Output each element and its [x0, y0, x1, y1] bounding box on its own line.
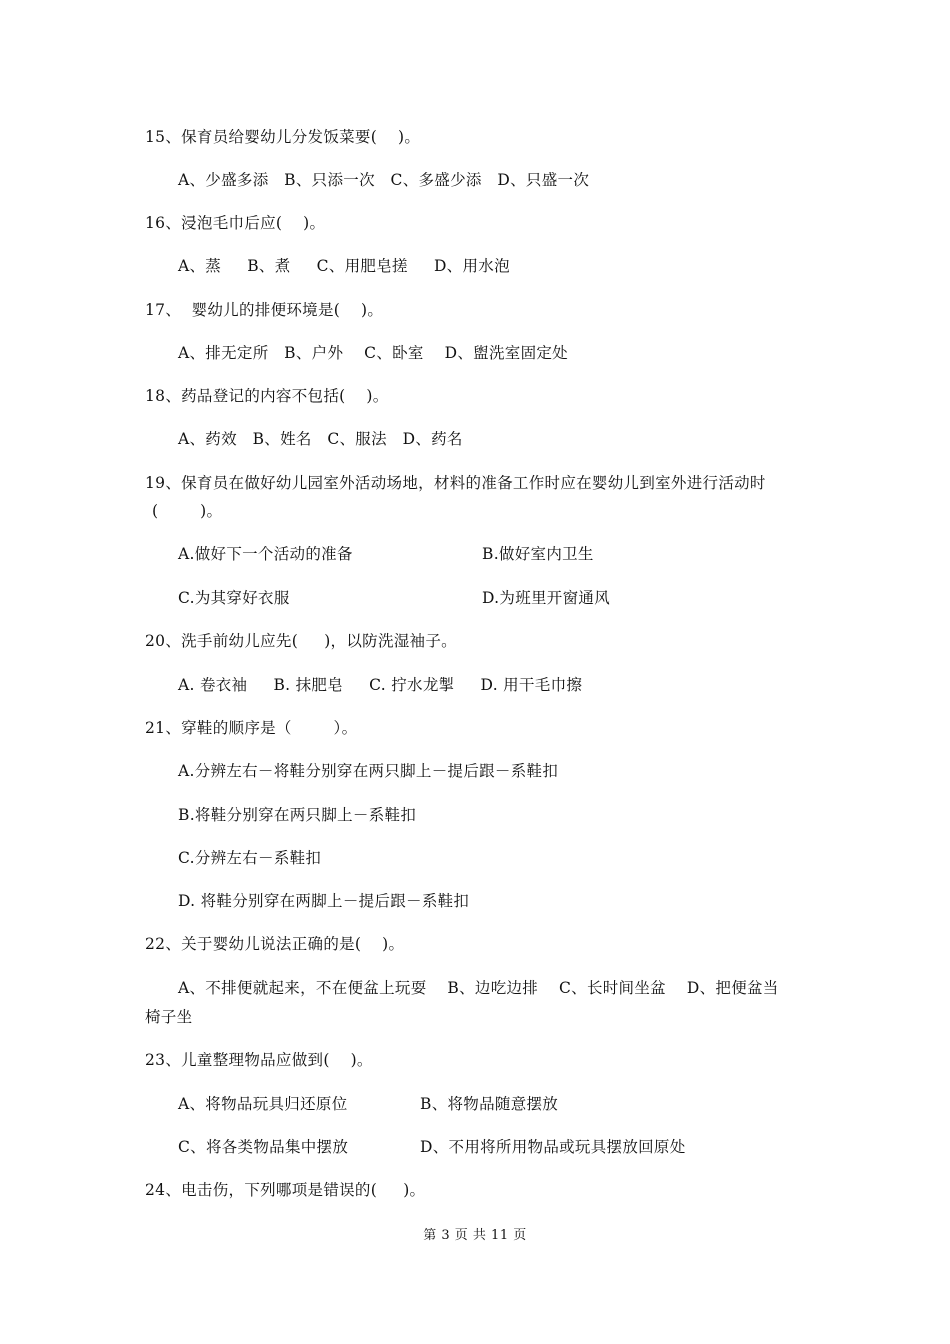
question-15-stem: 15、保育员给婴幼儿分发饭菜要( )。: [145, 128, 421, 146]
question-23-option-b: B、将物品随意摆放: [420, 1095, 559, 1113]
question-19-option-a: A.做好下一个活动的准备: [178, 545, 353, 563]
question-23-option-d: D、不用将所用物品或玩具摆放回原处: [420, 1138, 686, 1156]
question-18-stem: 18、药品登记的内容不包括( )。: [145, 387, 389, 405]
question-19-stem-continued: ( )。: [152, 502, 223, 520]
page-number-footer: 第 3 页 共 11 页: [423, 1228, 527, 1243]
question-23-stem: 23、儿童整理物品应做到( )。: [145, 1051, 373, 1069]
question-21-stem: 21、穿鞋的顺序是（ ）。: [145, 719, 358, 737]
question-18-options: A、药效 B、姓名 C、服法 D、药名: [178, 430, 463, 448]
question-19-option-b: B.做好室内卫生: [482, 545, 594, 563]
question-16-options: A、蒸 B、煮 C、用肥皂搓 D、用水泡: [178, 257, 510, 275]
question-16-stem: 16、浸泡毛巾后应( )。: [145, 214, 326, 232]
question-17-stem: 17、 婴幼儿的排便环境是( )。: [145, 301, 384, 319]
question-21-option-b: B.将鞋分别穿在两只脚上－系鞋扣: [178, 806, 417, 824]
question-17-options: A、排无定所 B、户外 C、卧室 D、盥洗室固定处: [178, 344, 568, 362]
question-19-stem: 19、保育员在做好幼儿园室外活动场地，材料的准备工作时应在婴幼儿到室外进行活动时: [145, 474, 766, 492]
question-23-option-a: A、将物品玩具归还原位: [178, 1095, 348, 1113]
question-20-options: A. 卷衣袖 B. 抹肥皂 C. 拧水龙掣 D. 用干毛巾擦: [178, 676, 583, 694]
question-24-stem: 24、电击伤，下列哪项是错误的( )。: [145, 1181, 426, 1199]
question-22-options: A、不排便就起来，不在便盆上玩耍 B、边吃边排 C、长时间坐盆 D、把便盆当: [178, 979, 779, 997]
question-22-stem: 22、关于婴幼儿说法正确的是( )。: [145, 935, 405, 953]
question-21-option-d: D. 将鞋分别穿在两脚上－提后跟－系鞋扣: [178, 892, 470, 910]
question-19-option-d: D.为班里开窗通风: [482, 589, 611, 607]
question-15-options: A、少盛多添 B、只添一次 C、多盛少添 D、只盛一次: [178, 171, 590, 189]
question-19-option-c: C.为其穿好衣服: [178, 589, 290, 607]
question-22-options-continued: 椅子坐: [145, 1008, 193, 1026]
question-21-option-c: C.分辨左右－系鞋扣: [178, 849, 322, 867]
question-21-option-a: A.分辨左右－将鞋分别穿在两只脚上－提后跟－系鞋扣: [178, 762, 559, 780]
question-23-option-c: C、将各类物品集中摆放: [178, 1138, 349, 1156]
question-20-stem: 20、洗手前幼儿应先( )，以防洗湿袖子。: [145, 632, 457, 650]
